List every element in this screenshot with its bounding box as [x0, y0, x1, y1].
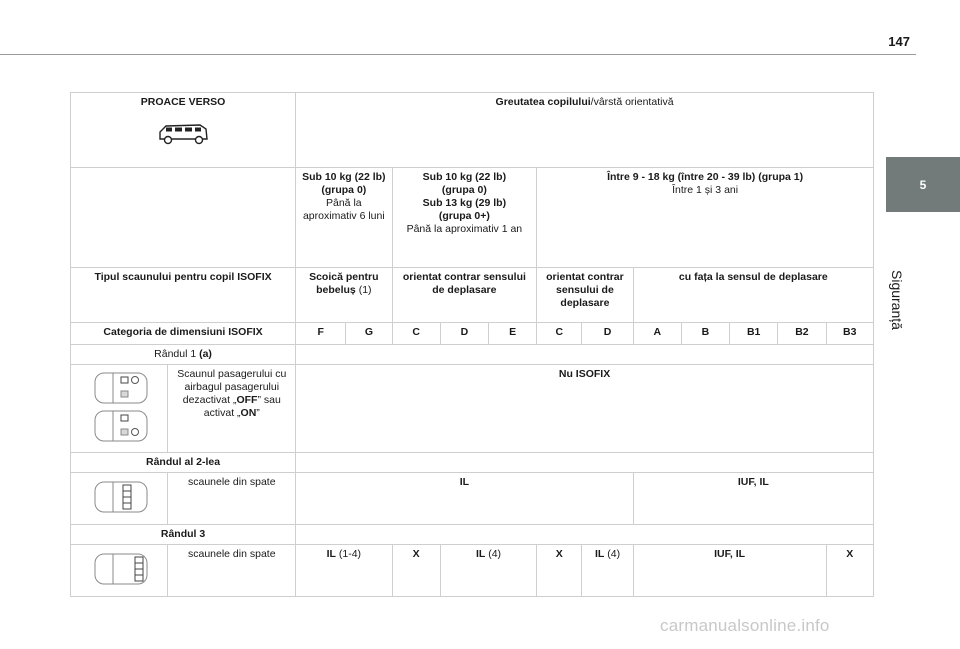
size-code: F: [296, 323, 346, 345]
row3-value-code: IL: [475, 548, 486, 560]
size-code: E: [488, 323, 536, 345]
row3-value-1: [296, 545, 392, 597]
size-code: A: [633, 323, 681, 345]
row1-label: [71, 345, 296, 365]
carrycot-note: (1): [355, 284, 372, 296]
group-label: Sub 10 kg (22 lb) (grupa 0) Sub 13 kg (29 lb) (grupa 0+): [422, 171, 507, 222]
weight-header-bold: Greutatea copilului: [495, 96, 591, 108]
row3-value-note: (4): [485, 548, 502, 560]
group-age: Până la aproximativ 6 luni: [302, 197, 385, 222]
isofix-table: [70, 92, 874, 597]
row3-value-3: [440, 545, 536, 597]
row3-icon-cell: [71, 545, 168, 597]
header-rule: [0, 54, 916, 55]
row3-label: Rândul 3: [71, 525, 296, 545]
row2-seats: scaunele din spate: [168, 473, 296, 525]
carrycot-cell: [296, 268, 392, 323]
row3-seats: scaunele din spate: [168, 545, 296, 597]
size-category-row: [71, 323, 874, 345]
row2-value-forward: IUF, IL: [633, 473, 873, 525]
third-row-seat-icon: [83, 551, 155, 587]
row2-seat-row: [71, 473, 874, 525]
front-seat-airbag-icon: [83, 369, 155, 445]
group-age: Până la aproximativ 1 an: [406, 223, 523, 235]
empty-cell: [296, 453, 874, 473]
weight-header-cell: [296, 93, 874, 168]
row3-value-2: X: [392, 545, 440, 597]
row1-label-text: Rândul 1: [154, 348, 200, 360]
row3-value-5: [582, 545, 633, 597]
size-code: B2: [778, 323, 826, 345]
row1-value: Nu ISOFIX: [296, 365, 874, 453]
size-code: D: [440, 323, 488, 345]
group-label: Între 9 - 18 kg (între 20 - 39 lb) (grupa 1): [607, 171, 804, 183]
second-row-seat-icon: [83, 479, 155, 515]
passenger-text-2: ” sau activat „: [203, 394, 281, 419]
rearward-cell-1: orientat contrar sensului de deplasare: [392, 268, 537, 323]
carrycot-label: Scoică pentru bebeluș: [309, 271, 379, 296]
airbag-off: OFF: [236, 394, 258, 406]
size-code: B3: [826, 323, 873, 345]
seat-type-row: [71, 268, 874, 323]
row3-header-row: [71, 525, 874, 545]
row2-icon-cell: [71, 473, 168, 525]
size-code: C: [537, 323, 582, 345]
row3-value-7: X: [826, 545, 873, 597]
chapter-title: Siguranță: [889, 270, 905, 330]
passenger-text-3: ”: [256, 407, 260, 419]
page-number: 147: [888, 34, 910, 49]
row3-value-code: IL: [594, 548, 605, 560]
row3-value-code: IL: [326, 548, 336, 560]
table-header-row: [71, 93, 874, 168]
row2-value-rear: IL: [296, 473, 634, 525]
chapter-tab[interactable]: [886, 157, 960, 212]
weight-header-rest: /vârstă orientativă: [590, 96, 674, 108]
row3-value-6: IUF, IL: [633, 545, 826, 597]
size-code: D: [582, 323, 633, 345]
vehicle-name: PROACE VERSO: [140, 96, 226, 108]
weight-groups-row: [71, 168, 874, 268]
group-age: Între 1 și 3 ani: [672, 184, 739, 196]
group-0-carrycot: [296, 168, 392, 268]
group-1: [537, 168, 874, 268]
row1-seat-row: [71, 365, 874, 453]
size-code: G: [346, 323, 392, 345]
row2-header-row: [71, 453, 874, 473]
row1-header-row: [71, 345, 874, 365]
row1-icon-cell: [71, 365, 168, 453]
size-code: B1: [730, 323, 778, 345]
size-category-label: Categoria de dimensiuni ISOFIX: [71, 323, 296, 345]
row2-label: Rândul al 2-lea: [71, 453, 296, 473]
passenger-text-1: Scaunul pasagerului cu airbagul pasagerului dezactivat „: [177, 368, 287, 406]
row3-value-note: (4): [604, 548, 621, 560]
row3-seat-row: [71, 545, 874, 597]
empty-cell: [296, 525, 874, 545]
empty-cell: [296, 345, 874, 365]
seat-type-label: Tipul scaunului pentru copil ISOFIX: [71, 268, 296, 323]
size-code: B: [681, 323, 729, 345]
row1-label-note: (a): [199, 348, 212, 360]
passenger-seat-cell: [168, 365, 296, 453]
row3-value-note: (1-4): [335, 548, 362, 560]
forward-cell: cu fața la sensul de deplasare: [633, 268, 873, 323]
rearward-cell-2: orientat contrar sensului de deplasare: [537, 268, 633, 323]
size-code: C: [392, 323, 440, 345]
group-label: Sub 10 kg (22 lb) (grupa 0): [302, 171, 386, 196]
chapter-number: 5: [919, 177, 927, 192]
empty-cell: [71, 168, 296, 268]
van-icon: [156, 121, 210, 147]
airbag-on: ON: [240, 407, 257, 419]
row3-value-4: X: [537, 545, 582, 597]
vehicle-cell: [71, 93, 296, 168]
watermark: carmanualsonline.info: [660, 616, 830, 635]
group-0-plus: [392, 168, 537, 268]
